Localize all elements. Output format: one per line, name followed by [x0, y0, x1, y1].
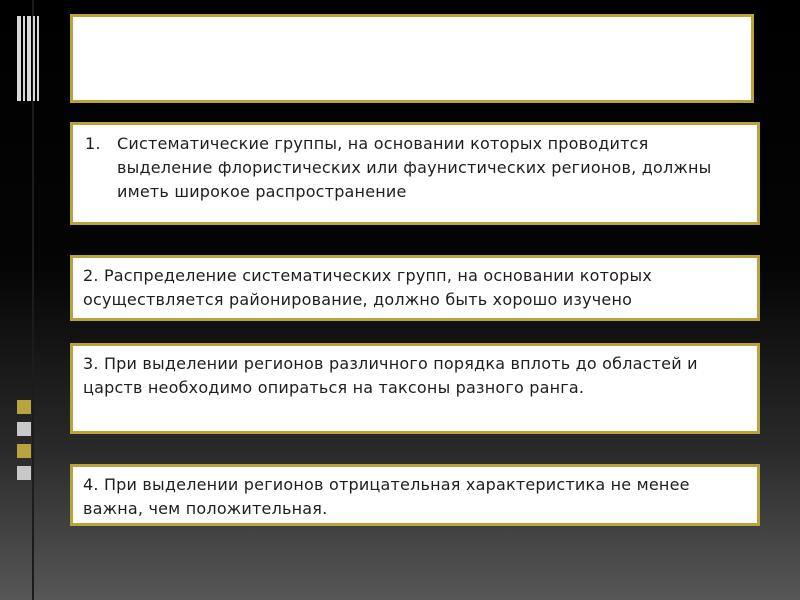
decorative-bar [37, 16, 39, 101]
slide-title-box [70, 14, 754, 103]
decorative-bar [17, 16, 21, 101]
principle-text: 2. Распределение систематических групп, на основании которых осуществляется районирование, должно быть хорошо изучено [83, 266, 652, 309]
decorative-bar [33, 16, 35, 101]
principle-text: Систематические группы, на основании которых проводится выделение флористических или фаунистических регионов, должны иметь широкое распространение [117, 134, 712, 201]
principle-box-4 [70, 464, 760, 526]
principle-text: 4. При выделении регионов отрицательная характеристика не менее важна, чем положительная. [83, 475, 690, 518]
principle-box-2 [70, 255, 760, 321]
decorative-bars [17, 16, 39, 101]
decorative-square [17, 400, 31, 414]
principle-box-1 [70, 122, 760, 225]
principle-box-3 [70, 343, 760, 434]
decorative-bar [27, 16, 31, 101]
decorative-square [17, 422, 31, 436]
decorative-square [17, 466, 31, 480]
decorative-bar [23, 16, 25, 101]
principle-number: 1. [85, 134, 101, 153]
principle-text: 3. При выделении регионов различного порядка вплоть до областей и царств необходимо опираться на таксоны разного ранга. [83, 354, 698, 397]
decorative-squares [17, 400, 31, 488]
decorative-square [17, 444, 31, 458]
